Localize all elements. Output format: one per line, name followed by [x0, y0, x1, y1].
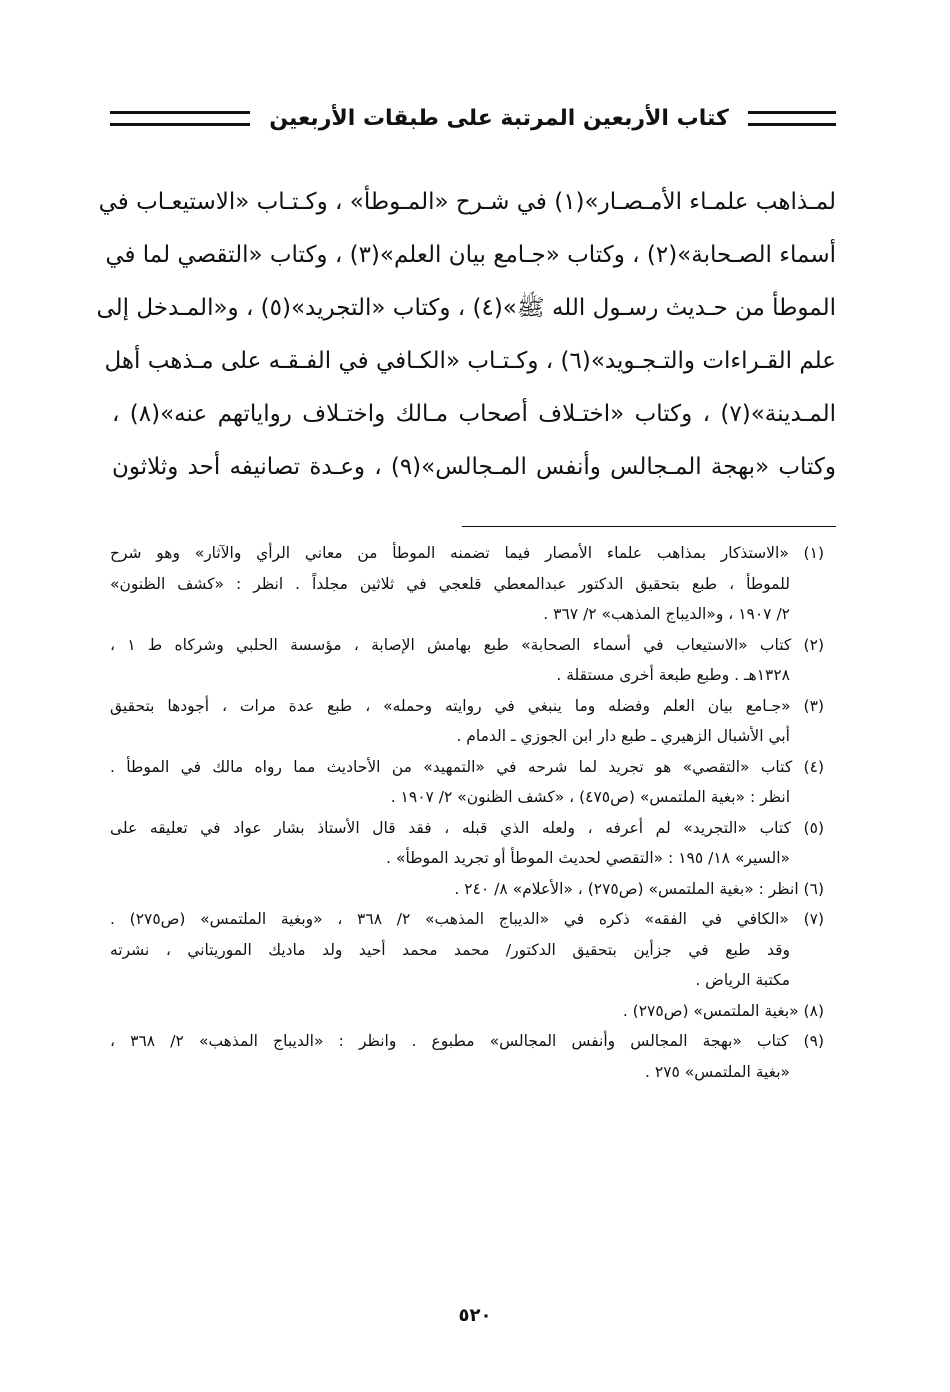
body-line: علم القـراءات والتـجـويد»(٦) ، وكـتـاب «الكـافي في الفـقـه على مـذهب أهل [104, 348, 836, 374]
header-rule-left [110, 111, 250, 126]
footnote-line: (٧) «الكافي في الفقه» ذكره في «الديباج المذهب» ٢/ ٣٦٨ ، «وبغية الملتمس» (ص٢٧٥) . [110, 910, 825, 928]
footnotes [110, 538, 824, 1087]
footnote-4 [110, 752, 824, 813]
footnote-1 [110, 538, 824, 630]
footnote-line: مكتبة الرياض . [695, 971, 790, 989]
footnote-2 [110, 630, 824, 691]
body-line: وكتاب «بهجة المـجالس وأنفس المـجالس»(٩) ، وعـدة تصانيفه أحد وثلاثون [112, 454, 836, 480]
footnote-line: (٥) كتاب «التجريد» لم أعرفه ، ولعله الذي قبله ، فقد قال الأستاذ بشار عواد في تعليقه على [110, 818, 824, 837]
footnote-line: ١٣٢٨هـ . وطبع طبعة أخرى مستقلة . [556, 666, 790, 684]
body-line: أسماء الصـحابة»(٢) ، وكتاب «جـامع بيان العلم»(٣) ، وكتاب «التقصي لما في [105, 242, 836, 268]
footnote-line: (٨) «بغية الملتمس» (ص٢٧٥) . [622, 1001, 824, 1020]
footnote-line: (٦) انظر : «بغية الملتمس» (ص٢٧٥) ، «الأعلام» ٨/ ٢٤٠ . [454, 879, 824, 898]
footnote-line: (٩) كتاب «بهجة المجالس وأنفس المجالس» مطبوع . وانظر : «الديباج المذهب» ٢/ ٣٦٨ ، [110, 1032, 824, 1050]
footnote-line: «بغية الملتمس» ٢٧٥ . [645, 1062, 790, 1081]
body-text [96, 178, 836, 496]
footnote-9 [110, 1026, 824, 1087]
footnote-line: (٢) كتاب «الاستيعاب في أسماء الصحابة» طبع بهامش الإصابة ، مؤسسة الحلبي وشركاه ط ١ ، [110, 635, 824, 654]
footnote-8 [110, 996, 824, 1027]
footnote-separator [462, 526, 836, 527]
page-title: كتاب الأربعين المرتبة على طبقات الأربعين [269, 105, 729, 131]
footnote-7 [110, 904, 824, 996]
footnote-line: «السير» ١٨/ ١٩٥ : «التقصي لحديث الموطأ أو تجريد الموطأ» . [386, 849, 790, 867]
footnote-line: أبي الأشبال الزهيري ـ طبع دار ابن الجوزي ـ الدمام . [456, 727, 790, 745]
body-line: لمـذاهب علمـاء الأمـصـار»(١) في شـرح «المـوطأ» ، وكـتـاب «الاستيعـاب في [98, 189, 836, 215]
footnote-3 [110, 691, 824, 752]
footnote-line: ٢/ ١٩٠٧ ، و«الديباج المذهب» ٢/ ٣٦٧ . [543, 605, 790, 623]
footnote-line: (١) «الاستذكار بمذاهب علماء الأمصار فيما تضمنه الموطأ من معاني الرأي والآثار» وهو شرح [110, 544, 824, 562]
footnote-line: وقد طبع في جزأين بتحقيق الدكتور/ محمد محمد أحيد ولد ماديك الموريتاني ، نشرته [110, 940, 790, 959]
footnote-line: (٤) كتاب «التقصي» هو تجريد لما شرحه في «التمهيد» من الأحاديث مما رواه مالك في الموطأ . [110, 757, 824, 776]
footnote-5 [110, 813, 824, 874]
running-header [110, 98, 836, 138]
body-line: الموطأ من حـديث رسـول الله ﷺ»(٤) ، وكتاب «التجريد»(٥) ، و«المـدخل إلى [96, 295, 836, 321]
page-number: ٥٢٠ [458, 1305, 492, 1326]
header-rule-right [748, 111, 836, 126]
footnote-line: (٣) «جـامع بيان العلم وفضله وما ينبغي في روايته وحمله» ، طبع عدة مرات ، أجودها بتحقيق [110, 696, 824, 715]
footnote-line: انظر : «بغية الملتمس» (ص٤٧٥) ، «كشف الظنون» ٢/ ١٩٠٧ . [390, 788, 790, 806]
body-line: المـدينة»(٧) ، وكتاب «اختـلاف أصحاب مـالك واختـلاف رواياتهم عنه»(٨) ، [112, 401, 836, 427]
footnote-line: للموطأ ، طبع بتحقيق الدكتور عبدالمعطي قلعجي في ثلاثين مجلداً . انظر : «كشف الظنون» [110, 574, 790, 593]
footnote-6 [110, 874, 824, 905]
